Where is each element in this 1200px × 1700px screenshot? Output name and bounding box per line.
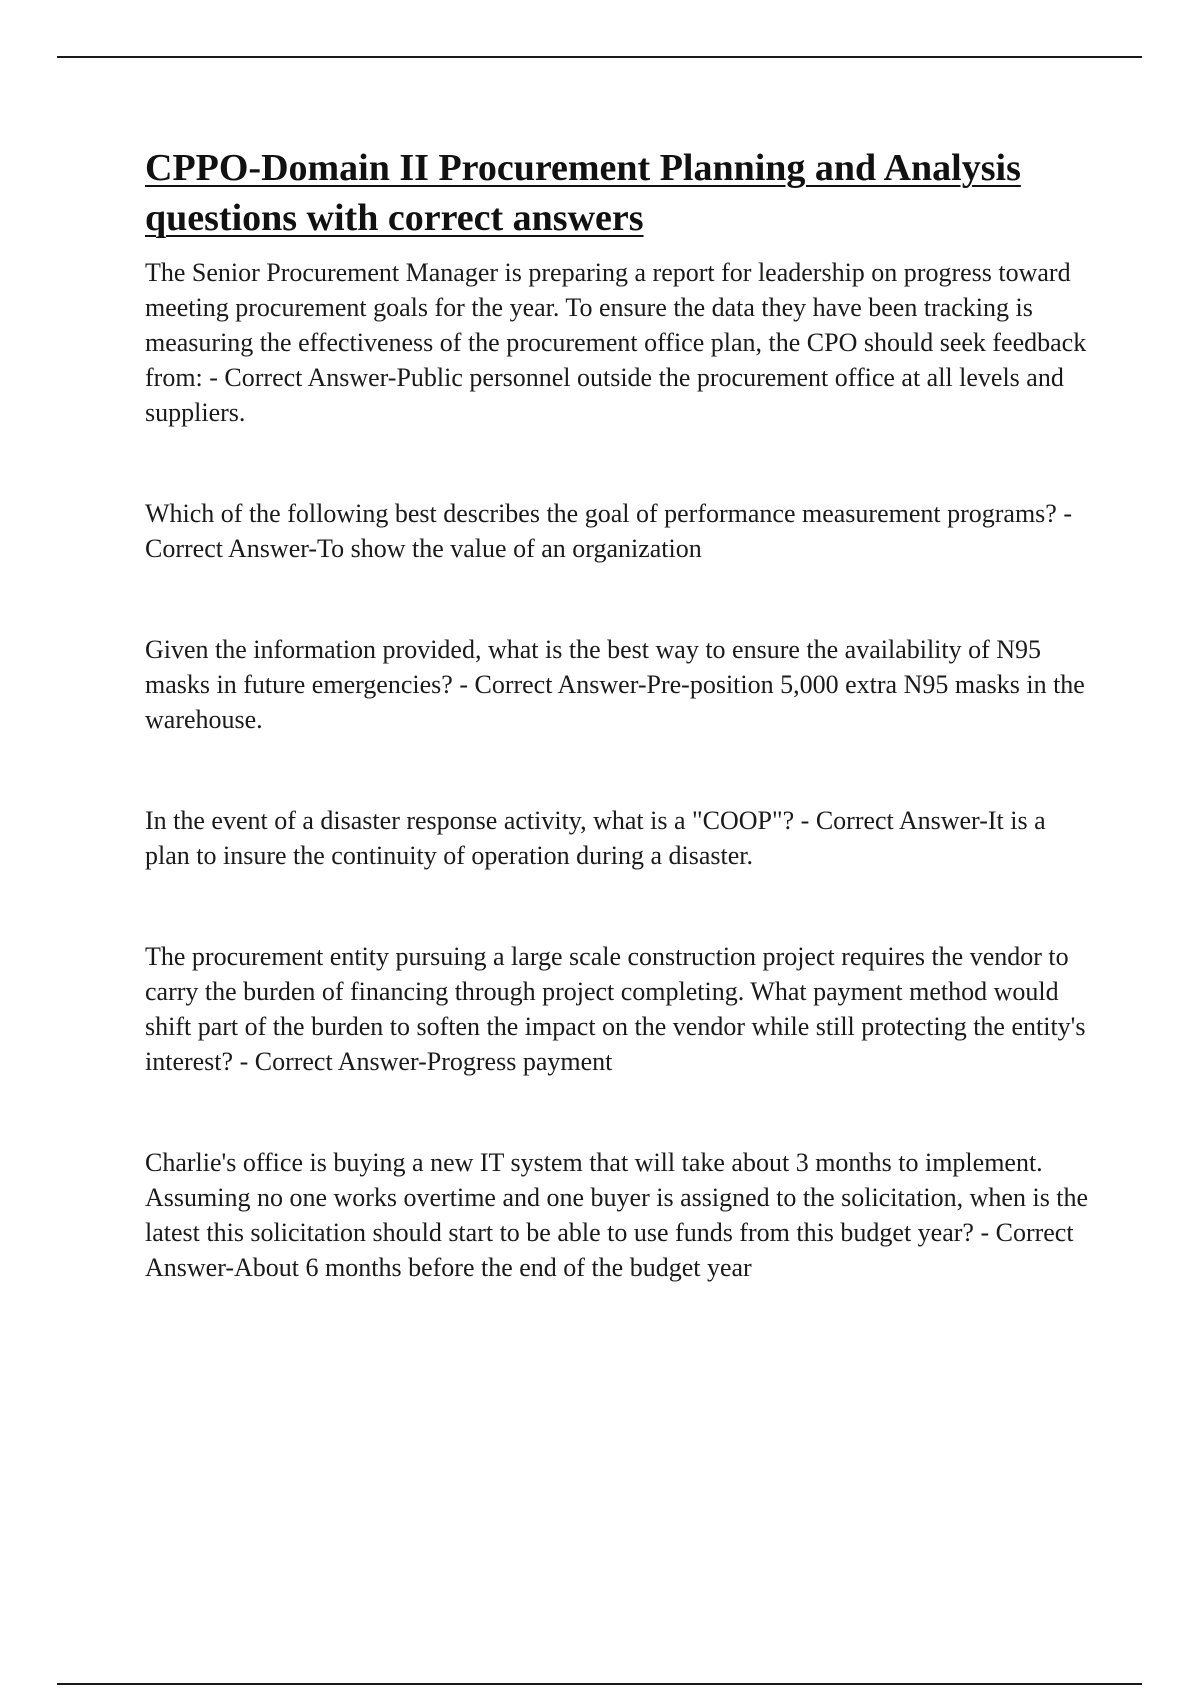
qa-item: [145, 803, 1095, 873]
document-body: [145, 143, 1095, 1351]
question-text: In the event of a disaster response activity, what is a "COOP"?: [145, 806, 795, 835]
answer-separator: - Correct Answer-: [233, 1047, 427, 1076]
document-title: CPPO-Domain II Procurement Planning and Analysis questions with correct answers: [145, 147, 1021, 239]
answer-separator: - Correct Answer-: [794, 806, 988, 835]
top-rule: [57, 56, 1142, 58]
qa-item: [145, 632, 1095, 737]
question-text: Which of the following best describes the goal of performance measurement programs?: [145, 499, 1057, 528]
answer-text: About 6 months before the end of the budget year: [234, 1253, 752, 1282]
question-text: Charlie's office is buying a new IT system that will take about 3 months to implement. Assuming no one works overtime and one buyer is assigned to the solicitation, when is the latest this solicitation should start to be able to use funds from this budget year?: [145, 1148, 1089, 1247]
bottom-rule: [57, 1683, 1142, 1685]
answer-text: It is a plan to insure the continuity of operation during a disaster.: [145, 806, 1046, 870]
answer-separator: - Correct Answer-: [145, 1218, 1074, 1282]
qa-list: [145, 255, 1095, 1285]
answer-separator: - Correct Answer-: [202, 363, 397, 392]
answer-text: Progress payment: [426, 1047, 613, 1076]
qa-item: [145, 1145, 1095, 1285]
answer-text: To show the value of an organization: [317, 534, 702, 563]
qa-item: [145, 939, 1095, 1079]
answer-text: Pre-position 5,000 extra N95 masks in the warehouse.: [145, 670, 1085, 734]
answer-separator: - Correct Answer-: [145, 499, 1073, 563]
qa-item: [145, 255, 1095, 430]
answer-text: Public personnel outside the procurement office at all levels and suppliers.: [145, 363, 1064, 427]
question-text: The procurement entity pursuing a large scale construction project requires the vendor to carry the burden of financing through project completing. What payment method would shift part of the burden to soften the impact on the vendor while still protecting the entity's interest?: [145, 942, 1086, 1076]
question-text: Given the information provided, what is the best way to ensure the availability of N95 masks in future emergencies?: [145, 635, 1042, 699]
answer-separator: - Correct Answer-: [452, 670, 647, 699]
qa-item: [145, 496, 1095, 566]
question-text: The Senior Procurement Manager is preparing a report for leadership on progress toward meeting procurement goals for the year. To ensure the data they have been tracking is measuring the effectiveness of the procurement office plan, the CPO should seek feedback from:: [145, 258, 1087, 392]
